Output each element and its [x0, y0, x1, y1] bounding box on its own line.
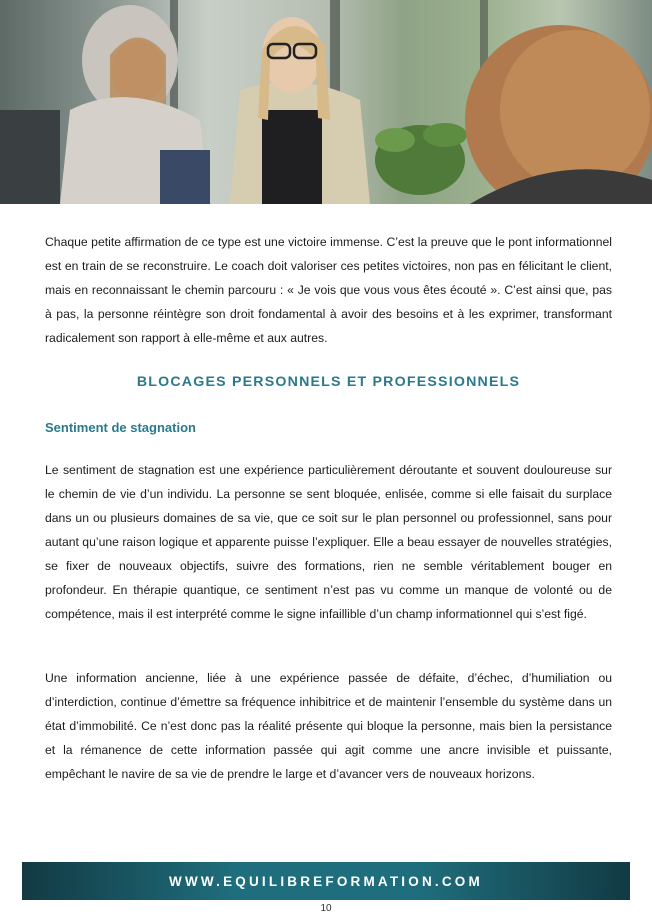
paragraph-text: Une information ancienne, liée à une expérience passée de défaite, d’échec, d’humiliation ou d’interdiction, continue d’émettre sa fréquence inhibitrice et de maintenir l’ensemble du système dans un état d’immobilité. Ce n’est donc pas la réalité présente qui bloque la personne, mais bien la persistance et la rémanence de cette information passée qui agit comme une ancre invisible et puissante, empêchant le navire de sa vie de prendre le large et d’avancer vers de nouveaux horizons.	[45, 671, 612, 781]
paragraph-stagnation	[45, 458, 612, 626]
footer-banner	[22, 862, 630, 900]
paragraph-text: Chaque petite affirmation de ce type est une victoire immense. C’est la preuve que le pont informationnel est en train de se reconstruire. Le coach doit valoriser ces petites victoires, non pas en félicitant le client, mais en reconnaissant le chemin parcouru : « Je vois que vous vous êtes écouté ». C’est ainsi que, pas à pas, la personne réintègre son droit fondamental à avoir des besoins et à les exprimer, transformant radicalement son rapport à elle-même et aux autres.	[45, 235, 612, 345]
section-title: BLOCAGES PERSONNELS ET PROFESSIONNELS	[136, 374, 521, 390]
photo-icon	[0, 0, 652, 204]
paragraph-intro	[45, 230, 612, 350]
footer-website-link[interactable]: WWW.EQUILIBREFORMATION.COM	[169, 873, 483, 889]
subsection-title: Sentiment de stagnation	[45, 420, 196, 435]
page-number: 10	[320, 903, 332, 914]
paragraph-information	[45, 666, 612, 786]
hero-photo	[0, 0, 652, 204]
paragraph-text: Le sentiment de stagnation est une expérience particulièrement déroutante et souvent douloureuse sur le chemin de vie d’un individu. La personne se sent bloquée, enlisée, comme si elle faisait du surplace dans un ou plusieurs domaines de sa vie, que ce soit sur le plan personnel ou professionnel, sans pour autant qu’une raison logique et apparente puisse l’expliquer. Elle a beau essayer de nouvelles stratégies, se fixer de nouveaux objectifs, suivre des formations, rien ne semble véritablement bouger en profondeur. En thérapie quantique, ce sentiment n’est pas vu comme un manque de volonté ou de compétence, mais il est interprété comme le signe infaillible d’un champ informationnel qui s’est figé.	[45, 463, 612, 621]
